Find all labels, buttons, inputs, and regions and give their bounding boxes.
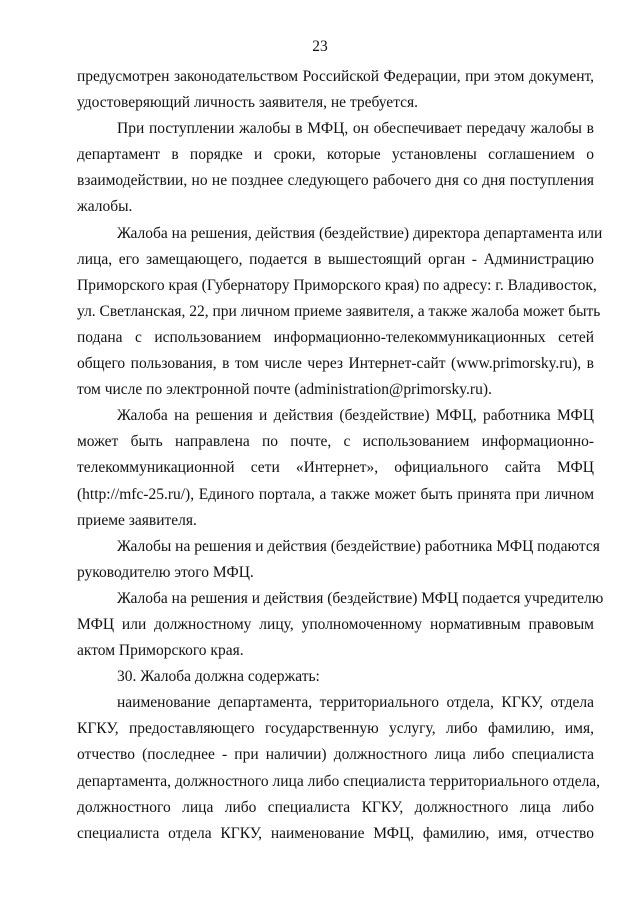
text-line: лица, его замещающего, подается в вышестоящий орган - Администрацию	[77, 250, 594, 268]
text-line: общего пользования, в том числе через Интернет-сайт (www.primorsky.ru), в	[77, 355, 594, 373]
text-line: Жалоба на решения и действия (бездействие) МФЦ подается учредителю	[117, 589, 604, 607]
text-line: Жалоба на решения и действия (бездействие) МФЦ, работника МФЦ	[117, 407, 594, 425]
text-line: отчество (последнее - при наличии) должностного лица либо специалиста	[77, 746, 594, 764]
text-line: взаимодействии, но не позднее следующего рабочего дня со дня поступления	[77, 172, 594, 190]
text-line: департамент в порядке и сроки, которые установлены соглашением о	[77, 146, 594, 164]
paragraph	[77, 664, 594, 690]
text-line: МФЦ или должностному лицу, уполномоченному нормативным правовым	[77, 615, 594, 633]
text-line: Жалобы на решения и действия (бездействие) работника МФЦ подаются	[117, 537, 600, 555]
text-line: ул. Светланская, 22, при личном приеме заявителя, а также жалоба может быть	[77, 302, 601, 320]
text-line: специалиста отдела КГКУ, наименование МФЦ, фамилию, имя, отчество	[77, 824, 594, 842]
text-line: должностного лица либо специалиста КГКУ, должностного лица либо	[77, 798, 594, 816]
paragraph	[77, 116, 594, 220]
text-line: руководителю этого МФЦ.	[77, 563, 254, 581]
paragraph	[77, 586, 604, 664]
text-line: (http://mfc-25.ru/), Единого портала, а также может быть принята при личном	[77, 485, 594, 503]
page-number: 23	[312, 38, 328, 55]
paragraph	[77, 64, 594, 116]
paragraph	[77, 221, 603, 404]
text-line: 30. Жалоба должна содержать:	[117, 668, 320, 686]
text-line: может быть направлена по почте, с использованием информационно-	[77, 433, 594, 451]
text-line: жалобы.	[77, 198, 133, 216]
paragraph	[77, 403, 594, 533]
paragraph	[77, 534, 600, 586]
text-line: Приморского края (Губернатору Приморского края) по адресу: г. Владивосток,	[77, 276, 597, 294]
text-line: актом Приморского края.	[77, 642, 244, 660]
text-line: телекоммуникационной сети «Интернет», официального сайта МФЦ	[77, 459, 594, 477]
text-line: том числе по электронной почте (administration@primorsky.ru).	[77, 381, 492, 399]
text-line: КГКУ, предоставляющего государственную услугу, либо фамилию, имя,	[77, 720, 594, 738]
text-line: удостоверяющий личность заявителя, не требуется.	[77, 94, 419, 112]
text-line: департамента, должностного лица либо специалиста территориального отдела,	[77, 772, 601, 790]
text-line: наименование департамента, территориального отдела, КГКУ, отдела	[117, 694, 594, 712]
text-line: При поступлении жалобы в МФЦ, он обеспечивает передачу жалобы в	[117, 120, 594, 138]
document-body	[77, 64, 604, 847]
paragraph	[77, 690, 601, 847]
text-line: предусмотрен законодательством Российской Федерации, при этом документ,	[77, 68, 594, 85]
text-line: Жалоба на решения, действия (бездействие) директора департамента или	[117, 224, 603, 242]
text-line: подана с использованием информационно-телекоммуникационных сетей	[77, 328, 594, 346]
text-line: приеме заявителя.	[77, 511, 197, 529]
